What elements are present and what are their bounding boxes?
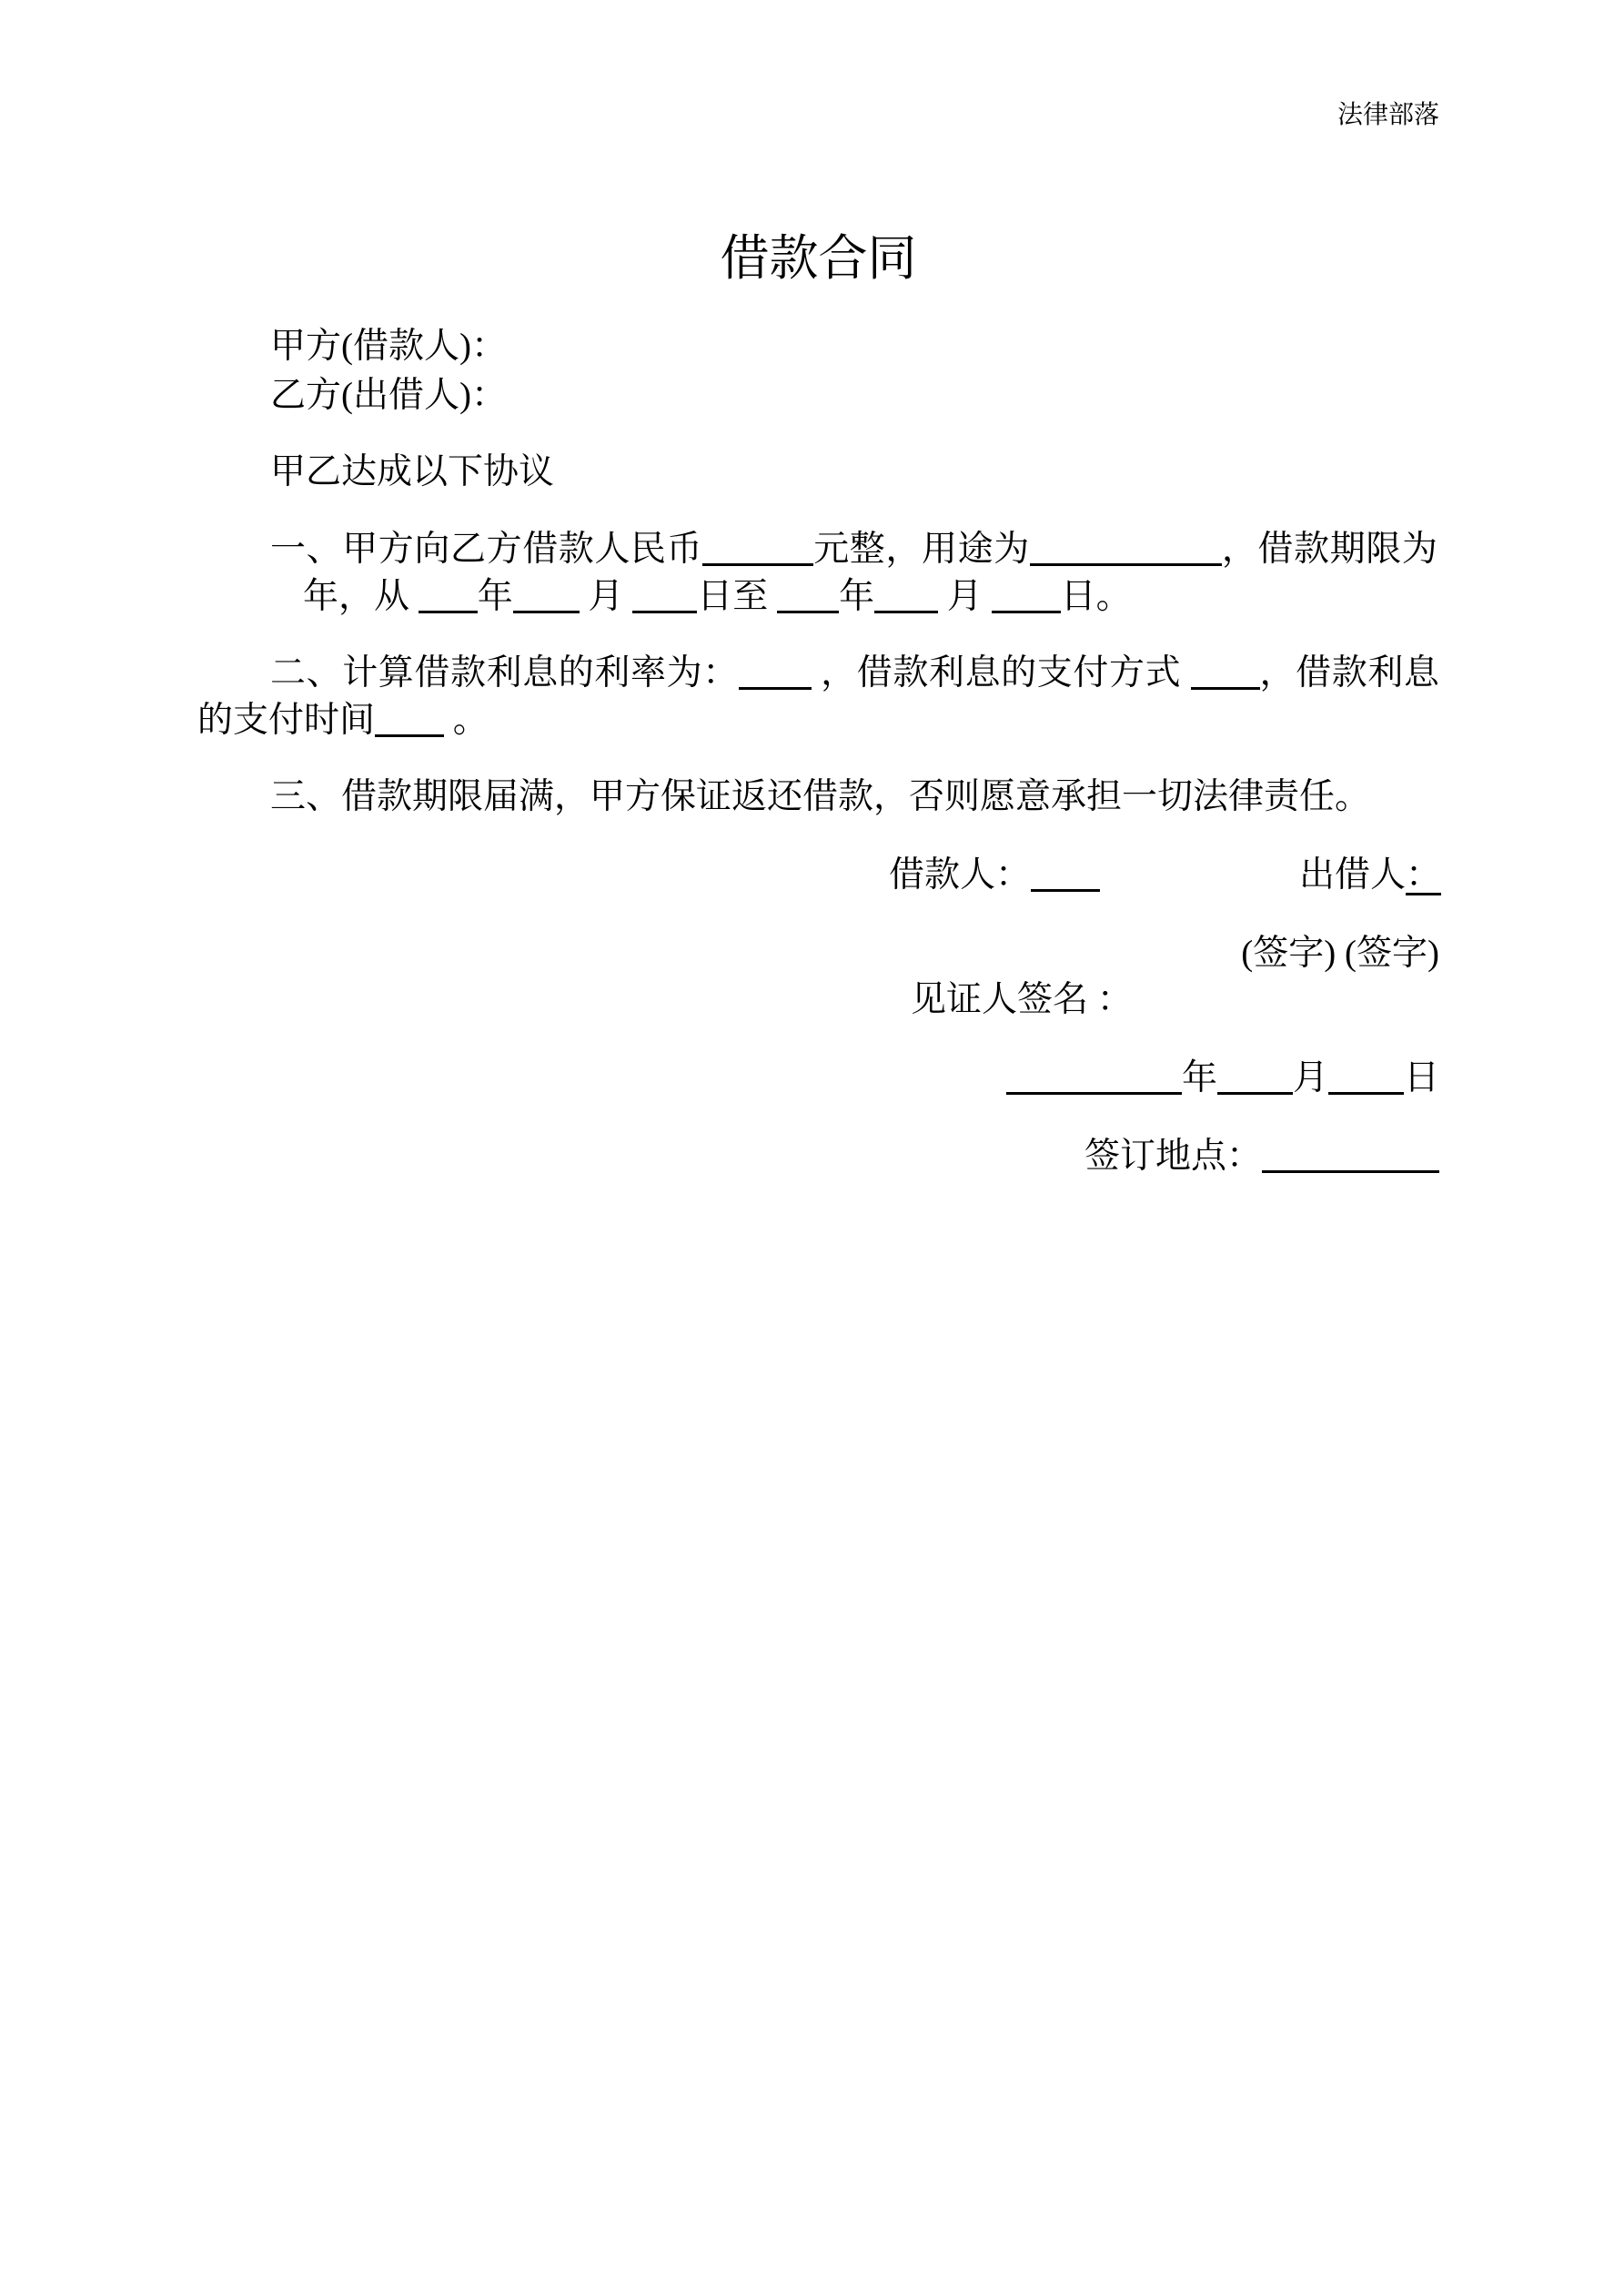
clause-1-text: 日。	[1060, 577, 1132, 616]
clause-1-line-1	[270, 526, 1437, 573]
borrower-signature-blank	[1031, 889, 1100, 892]
date-month-blank	[1217, 1092, 1293, 1095]
clause-1-text: 年	[477, 577, 513, 616]
end-year-blank	[777, 611, 839, 613]
date-year-unit: 年	[1181, 1058, 1217, 1097]
date-year-blank	[1006, 1092, 1182, 1095]
signing-place-label: 签订地点：	[1084, 1137, 1262, 1176]
end-day-blank	[992, 611, 1061, 613]
clause-2-text: ，借款利息	[1259, 653, 1440, 693]
clause-1-text: 一、甲方向乙方借款人民币	[270, 530, 703, 569]
lender-party-line: 乙方(出借人)：	[270, 376, 507, 415]
clause-1-text: 年，从	[303, 577, 419, 616]
start-day-blank	[632, 611, 697, 613]
date-month-unit: 月	[1292, 1058, 1328, 1097]
signing-place-blank	[1262, 1170, 1439, 1173]
document-title: 借款合同	[720, 231, 917, 286]
clause-2-line-1	[270, 650, 1440, 697]
start-month-blank	[513, 611, 580, 613]
lender-signature-line	[1299, 852, 1441, 899]
signature-note: (签字) (签字)	[1241, 934, 1439, 973]
signing-place-line	[1084, 1133, 1439, 1180]
clause-1-text: ，借款期限为	[1221, 530, 1438, 569]
clause-2-text: 的支付时间	[197, 701, 376, 740]
lender-signature-label: 出借人	[1299, 855, 1407, 895]
witness-signature-label: 见证人签名 ：	[911, 980, 1133, 1019]
clause-1-line-2	[303, 573, 1132, 621]
clause-1-text: 日至	[697, 577, 778, 616]
clause-1-text: 月	[938, 577, 992, 616]
agreement-intro: 甲乙达成以下协议	[270, 452, 555, 491]
date-day-unit: 日	[1403, 1058, 1439, 1097]
header-brand: 法律部落	[1337, 101, 1439, 129]
interest-rate-blank	[739, 687, 812, 690]
clause-1-text: 年	[839, 577, 875, 616]
clause-1-text: 元整，用途为	[813, 530, 1030, 569]
clause-2-text: ，借款利息的支付方式	[811, 653, 1191, 693]
clause-1-text: 月	[579, 577, 633, 616]
clause-2-line-2	[197, 697, 489, 744]
clause-2-text: 二、计算借款利息的利率为：	[270, 653, 739, 693]
borrower-signature-label: 借款人：	[889, 855, 1032, 895]
clause-2-text: 。	[444, 701, 489, 740]
lender-signature-blank: ：	[1406, 855, 1442, 895]
payment-method-blank	[1191, 687, 1260, 690]
payment-time-blank	[375, 734, 444, 737]
loan-amount-blank	[702, 563, 813, 566]
start-year-blank	[419, 611, 478, 613]
clause-3: 三、借款期限届满，甲方保证返还借款，否则愿意承担一切法律责任。	[270, 777, 1371, 816]
date-day-blank	[1328, 1092, 1404, 1095]
loan-purpose-blank	[1030, 563, 1222, 566]
signing-date-line	[1006, 1055, 1439, 1102]
borrower-signature-line	[889, 852, 1100, 899]
end-month-blank	[874, 611, 938, 613]
borrower-party-line: 甲方(借款人)：	[270, 327, 507, 366]
